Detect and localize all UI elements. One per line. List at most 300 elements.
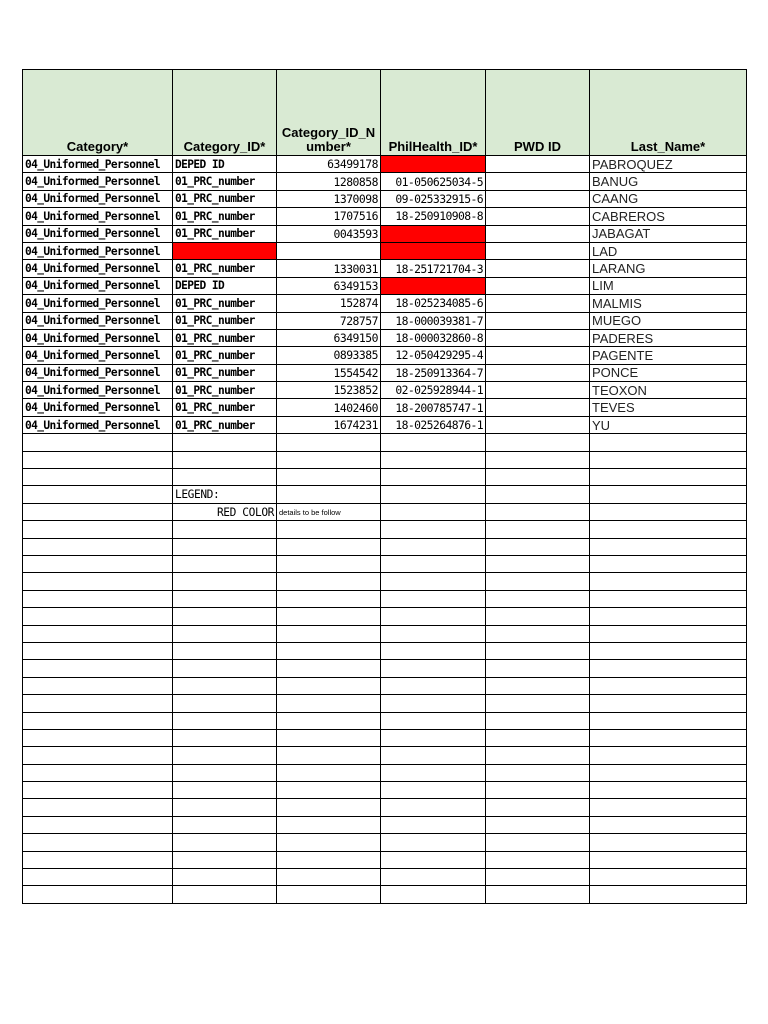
empty-cell[interactable]	[486, 677, 590, 694]
empty-cell[interactable]	[590, 451, 747, 468]
cell-category-id-number[interactable]: 0893385	[277, 347, 381, 364]
empty-cell[interactable]	[486, 660, 590, 677]
empty-cell[interactable]	[277, 816, 381, 833]
table-row	[23, 329, 747, 346]
empty-row	[23, 608, 747, 625]
empty-cell[interactable]	[23, 573, 173, 590]
empty-cell[interactable]	[590, 555, 747, 572]
cell-category[interactable]: 04_Uniformed_Personnel	[23, 190, 173, 207]
empty-cell[interactable]	[23, 799, 173, 816]
empty-cell[interactable]	[23, 695, 173, 712]
empty-cell[interactable]	[381, 886, 486, 903]
empty-cell[interactable]	[486, 555, 590, 572]
empty-cell[interactable]	[173, 869, 277, 886]
empty-cell[interactable]	[277, 660, 381, 677]
empty-cell[interactable]	[23, 660, 173, 677]
empty-cell[interactable]	[590, 486, 747, 503]
cell-category-id-number[interactable]: 1674231	[277, 416, 381, 433]
cell-category[interactable]: 04_Uniformed_Personnel	[23, 416, 173, 433]
cell-category-id-number[interactable]: 6349153	[277, 277, 381, 294]
cell-pwd-id[interactable]	[486, 347, 590, 364]
cell-category-id[interactable]: 01_PRC_number	[173, 295, 277, 312]
empty-cell[interactable]	[173, 521, 277, 538]
empty-cell[interactable]	[23, 608, 173, 625]
empty-cell[interactable]	[23, 625, 173, 642]
empty-cell[interactable]	[277, 869, 381, 886]
cell-pwd-id[interactable]	[486, 364, 590, 381]
table-row	[23, 156, 747, 173]
cell-category-id[interactable]: 01_PRC_number	[173, 190, 277, 207]
cell-pwd-id[interactable]	[486, 399, 590, 416]
cell-last-name[interactable]: TEOXON	[590, 382, 747, 399]
table-body	[23, 156, 747, 904]
empty-cell[interactable]	[381, 747, 486, 764]
empty-cell[interactable]	[486, 834, 590, 851]
cell-last-name[interactable]: JABAGAT	[590, 225, 747, 242]
empty-cell[interactable]	[486, 886, 590, 903]
empty-cell[interactable]	[277, 677, 381, 694]
empty-cell[interactable]	[277, 555, 381, 572]
empty-cell[interactable]	[486, 451, 590, 468]
cell-last-name[interactable]: TEVES	[590, 399, 747, 416]
empty-cell[interactable]	[590, 590, 747, 607]
empty-cell[interactable]	[381, 642, 486, 659]
header-last-name[interactable]: Last_Name*	[590, 70, 747, 156]
empty-row	[23, 573, 747, 590]
empty-cell[interactable]	[486, 747, 590, 764]
empty-cell[interactable]	[173, 764, 277, 781]
empty-cell[interactable]	[173, 642, 277, 659]
empty-cell[interactable]	[486, 782, 590, 799]
empty-cell[interactable]	[23, 851, 173, 868]
empty-cell[interactable]	[381, 625, 486, 642]
empty-cell[interactable]	[590, 747, 747, 764]
empty-cell[interactable]	[590, 816, 747, 833]
table-row	[23, 260, 747, 277]
cell-category-id[interactable]: DEPED ID	[173, 156, 277, 173]
empty-cell[interactable]	[277, 590, 381, 607]
empty-cell[interactable]	[173, 660, 277, 677]
cell-pwd-id[interactable]	[486, 382, 590, 399]
header-category[interactable]: Category*	[23, 70, 173, 156]
table-row	[23, 364, 747, 381]
empty-cell[interactable]	[173, 782, 277, 799]
empty-row	[23, 451, 747, 468]
cell-category-id[interactable]: 01_PRC_number	[173, 260, 277, 277]
empty-cell[interactable]	[23, 590, 173, 607]
empty-cell[interactable]	[486, 625, 590, 642]
empty-cell[interactable]	[23, 642, 173, 659]
empty-cell[interactable]	[590, 434, 747, 451]
empty-row	[23, 729, 747, 746]
empty-cell[interactable]	[486, 851, 590, 868]
cell-category-id[interactable]: 01_PRC_number	[173, 208, 277, 225]
empty-cell[interactable]	[590, 608, 747, 625]
cell-last-name[interactable]: LARANG	[590, 260, 747, 277]
cell-category-id-number[interactable]: 1554542	[277, 364, 381, 381]
cell-last-name[interactable]: MALMIS	[590, 295, 747, 312]
empty-cell[interactable]	[381, 695, 486, 712]
table-row	[23, 399, 747, 416]
empty-cell[interactable]	[590, 660, 747, 677]
empty-cell[interactable]	[590, 712, 747, 729]
empty-cell[interactable]	[590, 521, 747, 538]
table-row	[23, 225, 747, 242]
empty-cell[interactable]	[23, 451, 173, 468]
empty-cell[interactable]	[590, 729, 747, 746]
empty-cell[interactable]	[173, 695, 277, 712]
cell-category[interactable]: 04_Uniformed_Personnel	[23, 242, 173, 259]
empty-cell[interactable]	[381, 486, 486, 503]
cell-pwd-id[interactable]	[486, 416, 590, 433]
cell-last-name[interactable]: PABROQUEZ	[590, 156, 747, 173]
cell-last-name[interactable]: LAD	[590, 242, 747, 259]
cell-category-id-number[interactable]: 1330031	[277, 260, 381, 277]
empty-cell[interactable]	[381, 799, 486, 816]
empty-cell[interactable]	[277, 782, 381, 799]
cell-category-id-number[interactable]: 1280858	[277, 173, 381, 190]
cell-philhealth-id[interactable]	[381, 225, 486, 242]
empty-cell[interactable]	[590, 695, 747, 712]
empty-row	[23, 642, 747, 659]
empty-cell[interactable]	[173, 851, 277, 868]
cell-category[interactable]: 04_Uniformed_Personnel	[23, 347, 173, 364]
empty-cell[interactable]	[486, 729, 590, 746]
cell-category-id-number[interactable]: 1370098	[277, 190, 381, 207]
empty-cell[interactable]	[381, 834, 486, 851]
cell-category-id-number[interactable]: 152874	[277, 295, 381, 312]
cell-philhealth-id[interactable]: 18-250910908-8	[381, 208, 486, 225]
empty-cell[interactable]	[277, 469, 381, 486]
empty-row	[23, 782, 747, 799]
empty-cell[interactable]	[381, 573, 486, 590]
cell-pwd-id[interactable]	[486, 277, 590, 294]
spreadsheet-table	[22, 69, 747, 904]
empty-cell[interactable]	[23, 538, 173, 555]
empty-cell[interactable]	[590, 503, 747, 520]
empty-cell[interactable]	[590, 677, 747, 694]
cell-category[interactable]: 04_Uniformed_Personnel	[23, 225, 173, 242]
cell-last-name[interactable]: PONCE	[590, 364, 747, 381]
empty-cell[interactable]	[277, 764, 381, 781]
cell-category[interactable]: 04_Uniformed_Personnel	[23, 364, 173, 381]
cell-philhealth-id[interactable]: 18-025264876-1	[381, 416, 486, 433]
empty-cell[interactable]	[486, 695, 590, 712]
cell-category-id[interactable]: 01_PRC_number	[173, 173, 277, 190]
empty-cell[interactable]	[486, 486, 590, 503]
empty-cell[interactable]	[381, 660, 486, 677]
empty-cell[interactable]	[486, 434, 590, 451]
empty-cell[interactable]	[173, 747, 277, 764]
cell-category-id[interactable]: 01_PRC_number	[173, 347, 277, 364]
header-category-id-number[interactable]: Category_ID_N umber*	[277, 70, 381, 156]
empty-cell[interactable]	[277, 625, 381, 642]
cell-category-id-number[interactable]: 728757	[277, 312, 381, 329]
empty-cell[interactable]	[381, 555, 486, 572]
empty-cell[interactable]	[23, 834, 173, 851]
empty-cell[interactable]	[590, 469, 747, 486]
empty-row	[23, 625, 747, 642]
cell-category-id-number[interactable]: 1707516	[277, 208, 381, 225]
cell-category-id-number[interactable]: 0043593	[277, 225, 381, 242]
empty-cell[interactable]	[277, 851, 381, 868]
empty-cell[interactable]	[486, 538, 590, 555]
empty-cell[interactable]	[381, 521, 486, 538]
empty-cell[interactable]	[277, 573, 381, 590]
empty-cell[interactable]	[486, 469, 590, 486]
empty-cell[interactable]	[173, 712, 277, 729]
empty-cell[interactable]	[173, 590, 277, 607]
cell-philhealth-id[interactable]: 18-200785747-1	[381, 399, 486, 416]
empty-row	[23, 869, 747, 886]
cell-pwd-id[interactable]	[486, 208, 590, 225]
cell-pwd-id[interactable]	[486, 295, 590, 312]
empty-cell[interactable]	[23, 712, 173, 729]
cell-category-id[interactable]: DEPED ID	[173, 277, 277, 294]
cell-last-name[interactable]: CAANG	[590, 190, 747, 207]
empty-cell[interactable]	[277, 712, 381, 729]
empty-cell[interactable]	[173, 538, 277, 555]
table-row	[23, 277, 747, 294]
empty-row	[23, 886, 747, 903]
empty-cell[interactable]	[590, 851, 747, 868]
empty-cell[interactable]	[486, 712, 590, 729]
cell-category[interactable]: 04_Uniformed_Personnel	[23, 295, 173, 312]
empty-cell[interactable]	[23, 764, 173, 781]
empty-row	[23, 521, 747, 538]
empty-cell[interactable]	[277, 538, 381, 555]
empty-cell[interactable]	[23, 816, 173, 833]
empty-cell[interactable]	[23, 886, 173, 903]
empty-row	[23, 834, 747, 851]
cell-last-name[interactable]: PAGENTE	[590, 347, 747, 364]
cell-category-id[interactable]: 01_PRC_number	[173, 416, 277, 433]
empty-cell[interactable]	[173, 608, 277, 625]
empty-cell[interactable]	[277, 695, 381, 712]
cell-philhealth-id[interactable]: 18-251721704-3	[381, 260, 486, 277]
empty-cell[interactable]	[381, 469, 486, 486]
cell-last-name[interactable]: PADERES	[590, 329, 747, 346]
empty-cell[interactable]	[173, 451, 277, 468]
cell-category-id-number[interactable]	[277, 242, 381, 259]
empty-cell[interactable]	[381, 816, 486, 833]
empty-cell[interactable]	[486, 608, 590, 625]
empty-cell[interactable]	[486, 573, 590, 590]
empty-cell[interactable]	[277, 886, 381, 903]
cell-philhealth-id[interactable]	[381, 277, 486, 294]
empty-cell[interactable]	[173, 573, 277, 590]
cell-pwd-id[interactable]	[486, 242, 590, 259]
empty-cell[interactable]	[23, 469, 173, 486]
table-row	[23, 295, 747, 312]
header-philhealth-id[interactable]: PhilHealth_ID*	[381, 70, 486, 156]
cell-philhealth-id[interactable]: 01-050625034-5	[381, 173, 486, 190]
empty-cell[interactable]	[381, 869, 486, 886]
empty-cell[interactable]	[173, 816, 277, 833]
cell-category-id[interactable]: 01_PRC_number	[173, 382, 277, 399]
empty-cell[interactable]	[23, 521, 173, 538]
empty-cell[interactable]	[381, 608, 486, 625]
cell-philhealth-id[interactable]	[381, 242, 486, 259]
empty-cell[interactable]	[590, 764, 747, 781]
table-row	[23, 242, 747, 259]
cell-last-name[interactable]: BANUG	[590, 173, 747, 190]
cell-philhealth-id[interactable]: 18-250913364-7	[381, 364, 486, 381]
empty-cell[interactable]	[173, 469, 277, 486]
cell-pwd-id[interactable]	[486, 190, 590, 207]
cell-last-name[interactable]: YU	[590, 416, 747, 433]
empty-cell[interactable]	[590, 625, 747, 642]
empty-cell[interactable]	[381, 503, 486, 520]
cell-category[interactable]: 04_Uniformed_Personnel	[23, 173, 173, 190]
empty-cell[interactable]	[23, 434, 173, 451]
table-row	[23, 208, 747, 225]
cell-category-id-number[interactable]: 1523852	[277, 382, 381, 399]
empty-cell[interactable]	[23, 782, 173, 799]
legend-row	[23, 503, 747, 520]
cell-pwd-id[interactable]	[486, 329, 590, 346]
cell-last-name[interactable]: MUEGO	[590, 312, 747, 329]
empty-cell[interactable]	[173, 834, 277, 851]
empty-row	[23, 677, 747, 694]
empty-cell[interactable]	[486, 590, 590, 607]
empty-cell[interactable]	[486, 799, 590, 816]
header-category-id[interactable]: Category_ID*	[173, 70, 277, 156]
empty-cell[interactable]	[23, 555, 173, 572]
empty-cell[interactable]	[277, 608, 381, 625]
empty-cell[interactable]	[277, 521, 381, 538]
cell-philhealth-id[interactable]: 18-000032860-8	[381, 329, 486, 346]
cell-category[interactable]: 04_Uniformed_Personnel	[23, 399, 173, 416]
cell-category-id[interactable]	[173, 242, 277, 259]
cell-philhealth-id[interactable]: 09-025332915-6	[381, 190, 486, 207]
cell-category-id[interactable]: 01_PRC_number	[173, 364, 277, 381]
cell-category-id-number[interactable]: 1402460	[277, 399, 381, 416]
empty-cell[interactable]	[486, 869, 590, 886]
cell-pwd-id[interactable]	[486, 225, 590, 242]
empty-cell[interactable]	[381, 434, 486, 451]
cell-category-id-number[interactable]: 63499178	[277, 156, 381, 173]
cell-last-name[interactable]: CABREROS	[590, 208, 747, 225]
empty-cell[interactable]	[486, 521, 590, 538]
cell-category-id[interactable]: 01_PRC_number	[173, 329, 277, 346]
empty-cell[interactable]	[173, 729, 277, 746]
empty-cell[interactable]	[381, 851, 486, 868]
empty-cell[interactable]	[590, 834, 747, 851]
empty-cell[interactable]	[23, 486, 173, 503]
cell-philhealth-id[interactable]	[381, 156, 486, 173]
cell-pwd-id[interactable]	[486, 156, 590, 173]
empty-cell[interactable]	[277, 729, 381, 746]
cell-category-id[interactable]: 01_PRC_number	[173, 312, 277, 329]
empty-cell[interactable]	[173, 677, 277, 694]
empty-cell[interactable]	[23, 503, 173, 520]
cell-category[interactable]: 04_Uniformed_Personnel	[23, 382, 173, 399]
cell-pwd-id[interactable]	[486, 260, 590, 277]
empty-cell[interactable]	[23, 869, 173, 886]
table-row	[23, 382, 747, 399]
empty-cell[interactable]	[173, 625, 277, 642]
empty-cell[interactable]	[486, 764, 590, 781]
empty-cell[interactable]	[381, 764, 486, 781]
empty-row	[23, 816, 747, 833]
table-row	[23, 312, 747, 329]
empty-cell[interactable]	[277, 642, 381, 659]
empty-cell[interactable]	[381, 712, 486, 729]
cell-philhealth-id[interactable]: 18-025234085-6	[381, 295, 486, 312]
cell-category[interactable]: 04_Uniformed_Personnel	[23, 208, 173, 225]
empty-row	[23, 712, 747, 729]
empty-cell[interactable]	[277, 747, 381, 764]
empty-cell[interactable]	[590, 782, 747, 799]
table-row	[23, 190, 747, 207]
empty-cell[interactable]	[486, 642, 590, 659]
empty-cell[interactable]	[381, 677, 486, 694]
empty-cell[interactable]	[590, 886, 747, 903]
cell-category[interactable]: 04_Uniformed_Personnel	[23, 312, 173, 329]
empty-cell[interactable]	[277, 434, 381, 451]
empty-cell[interactable]	[381, 590, 486, 607]
table-row	[23, 416, 747, 433]
empty-cell[interactable]	[277, 451, 381, 468]
cell-category-id[interactable]: 01_PRC_number	[173, 399, 277, 416]
cell-category[interactable]: 04_Uniformed_Personnel	[23, 329, 173, 346]
empty-row	[23, 590, 747, 607]
cell-pwd-id[interactable]	[486, 173, 590, 190]
empty-cell[interactable]	[590, 538, 747, 555]
header-pwd-id[interactable]: PWD ID	[486, 70, 590, 156]
cell-category[interactable]: 04_Uniformed_Personnel	[23, 277, 173, 294]
cell-philhealth-id[interactable]: 12-050429295-4	[381, 347, 486, 364]
empty-cell[interactable]	[173, 555, 277, 572]
empty-cell[interactable]	[486, 503, 590, 520]
empty-cell[interactable]	[381, 729, 486, 746]
empty-cell[interactable]	[23, 747, 173, 764]
cell-category-id-number[interactable]: 6349150	[277, 329, 381, 346]
cell-category[interactable]: 04_Uniformed_Personnel	[23, 156, 173, 173]
cell-pwd-id[interactable]	[486, 312, 590, 329]
legend-title: LEGEND:	[173, 486, 277, 503]
empty-cell[interactable]	[590, 642, 747, 659]
empty-cell[interactable]	[173, 434, 277, 451]
empty-cell[interactable]	[277, 486, 381, 503]
empty-cell[interactable]	[590, 799, 747, 816]
cell-last-name[interactable]: LIM	[590, 277, 747, 294]
empty-cell[interactable]	[23, 677, 173, 694]
empty-cell[interactable]	[173, 799, 277, 816]
empty-cell[interactable]	[590, 869, 747, 886]
cell-category-id[interactable]: 01_PRC_number	[173, 225, 277, 242]
empty-row	[23, 764, 747, 781]
header-row	[23, 70, 747, 156]
empty-row	[23, 660, 747, 677]
empty-cell[interactable]	[277, 799, 381, 816]
empty-cell[interactable]	[23, 729, 173, 746]
empty-cell[interactable]	[381, 538, 486, 555]
cell-philhealth-id[interactable]: 02-025928944-1	[381, 382, 486, 399]
empty-row	[23, 538, 747, 555]
cell-philhealth-id[interactable]: 18-000039381-7	[381, 312, 486, 329]
empty-cell[interactable]	[381, 782, 486, 799]
legend-red-note: details to be follow	[277, 503, 381, 520]
cell-category[interactable]: 04_Uniformed_Personnel	[23, 260, 173, 277]
empty-row	[23, 555, 747, 572]
empty-cell[interactable]	[277, 834, 381, 851]
empty-cell[interactable]	[486, 816, 590, 833]
empty-cell[interactable]	[381, 451, 486, 468]
empty-cell[interactable]	[590, 573, 747, 590]
empty-cell[interactable]	[173, 886, 277, 903]
